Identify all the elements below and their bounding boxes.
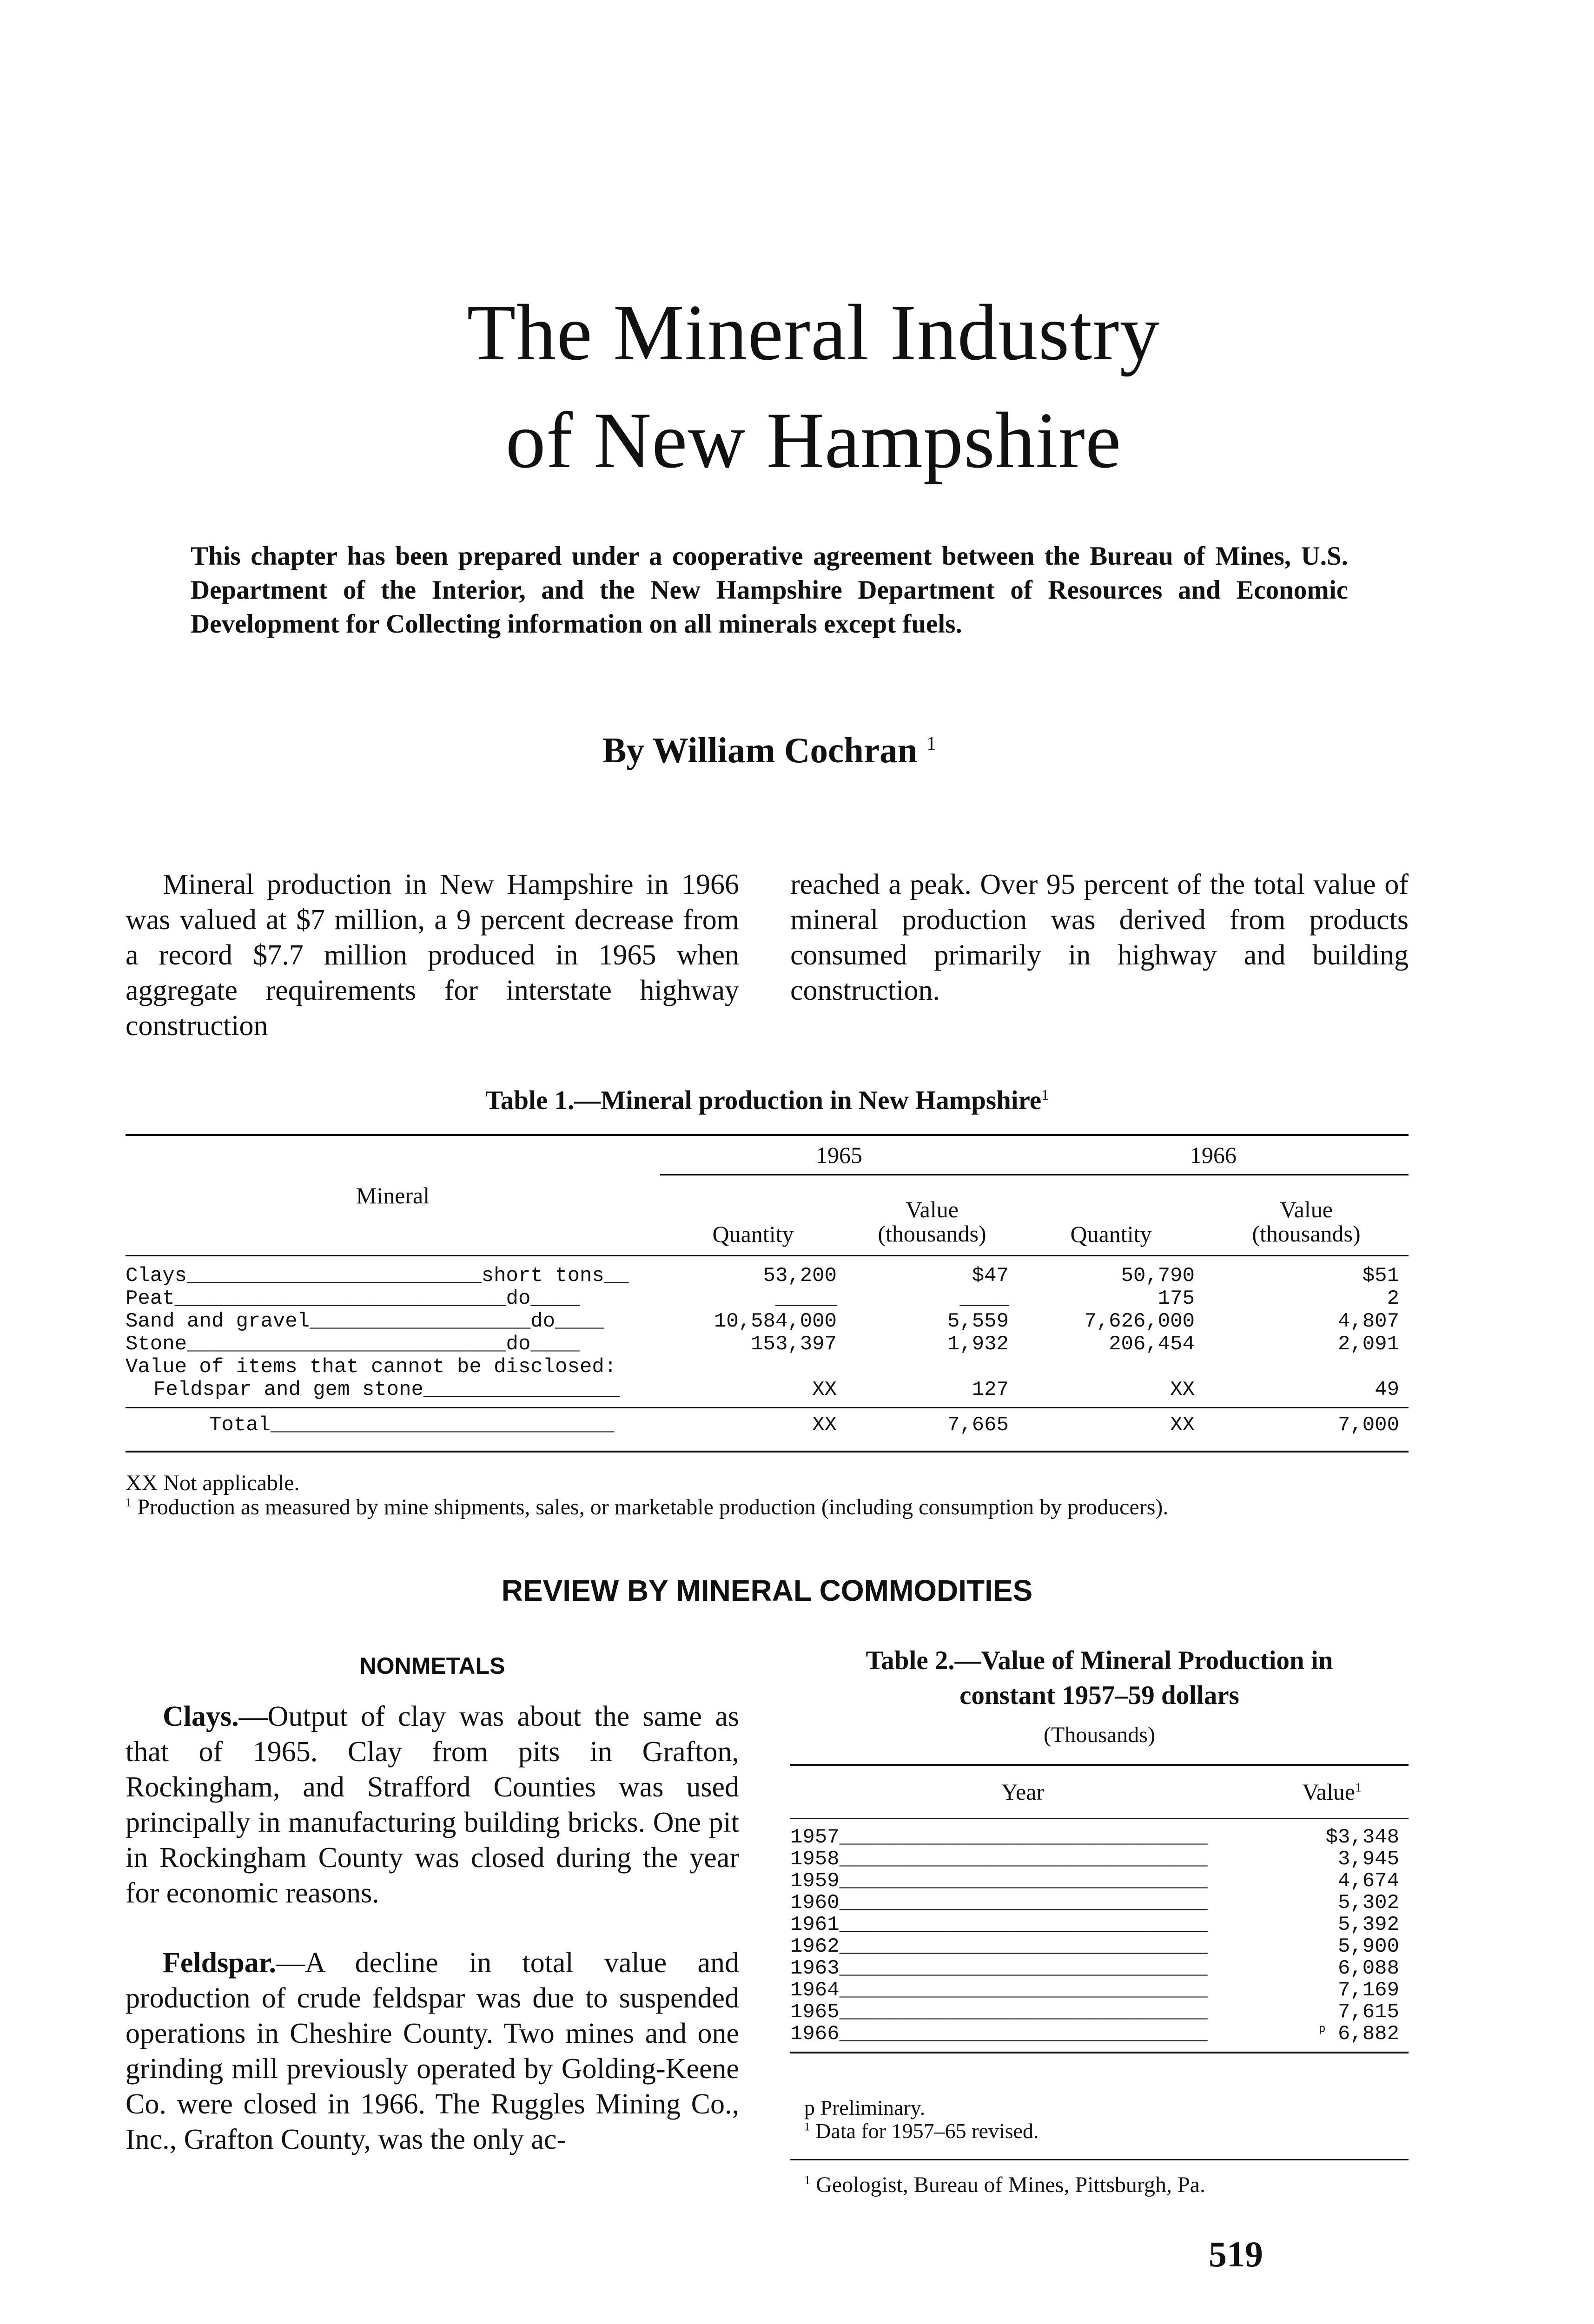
table1-year-1965: 1965 — [660, 1135, 1018, 1175]
table-row: 1959______________________________ 4,674 — [790, 1870, 1409, 1892]
cell: 5,302 — [1337, 1891, 1399, 1915]
byline — [191, 730, 1348, 771]
table1-qty-1965: Quantity — [660, 1175, 846, 1256]
cell: 127 — [972, 1378, 1009, 1401]
table2-col-year: Year — [790, 1765, 1255, 1819]
table1-value-1965 — [846, 1175, 1018, 1256]
author-footnote-text: Geologist, Bureau of Mines, Pittsburgh, Pa. — [816, 2172, 1205, 2197]
row-label: Peat___________________________do____ — [126, 1287, 580, 1310]
cell: 7,615 — [1337, 2000, 1399, 2024]
byline-text: By William Cochran — [602, 730, 918, 770]
cell: 175 — [1157, 1287, 1195, 1310]
table-row: 1963______________________________ 6,088 — [790, 1958, 1409, 1980]
author-footnote-mark: 1 — [804, 2173, 811, 2187]
undisclosed-label: Value of items that cannot be disclosed: — [126, 1355, 617, 1379]
cell: $51 — [1362, 1264, 1399, 1287]
table2-note-1-text: Data for 1957–65 revised. — [815, 2119, 1039, 2143]
table1-value-1966 — [1204, 1175, 1409, 1256]
table1-title-text: Table 1.—Mineral production in New Hampshire — [485, 1086, 1042, 1115]
row-label: Sand and gravel__________________do____ — [126, 1310, 604, 1333]
table-row — [126, 1333, 1409, 1356]
table1-col-mineral: Mineral — [126, 1135, 660, 1256]
table1-qty-1966: Quantity — [1018, 1175, 1204, 1256]
cell: _____ — [775, 1287, 837, 1310]
intro-paragraph: This chapter has been prepared under a cooperative agreement between the Bureau of Mines, U.S. Department of the Interior, and the New Hampshire Department of Resources and Economic Development for Collecting information on all minerals except fuels. — [191, 541, 1348, 639]
clays-heading: Clays. — [163, 1701, 239, 1732]
table1-value-1966-l1: Value — [1280, 1196, 1333, 1222]
opening-right: reached a peak. Over 95 percent of the total value of mineral production was derived from products consumed primarily in highway and building construction. — [790, 869, 1409, 1006]
cell: 5,392 — [1337, 1913, 1399, 1936]
feldspar-heading: Feldspar. — [163, 1947, 277, 1979]
cell: 7,000 — [1204, 1408, 1409, 1452]
table-row: 1964______________________________ 7,169 — [790, 1980, 1409, 2001]
author-footnote — [790, 2173, 1422, 2197]
cell: 5,900 — [1337, 1935, 1399, 1958]
cell: 153,397 — [751, 1333, 837, 1356]
cell: 7,665 — [846, 1408, 1018, 1452]
cell: 10,584,000 — [714, 1310, 837, 1333]
opening-left: Mineral production in New Hampshire in 1966 was valued at $7 million, a 9 percent decrease from a record $7.7 million produced in 1965 when aggregate requirements for interstate highway construction — [126, 869, 739, 1042]
table-row: 1966______________________________ $^p$ 6,882 — [790, 2023, 1409, 2053]
byline-note: 1 — [926, 733, 936, 755]
table-total-row — [126, 1408, 1409, 1452]
cell: 2 — [1387, 1287, 1399, 1310]
table-row — [126, 1287, 1409, 1310]
row-label: Total____________________________ — [126, 1408, 660, 1452]
table1-footnotes — [126, 1471, 1409, 1519]
table-row — [126, 1379, 1409, 1408]
cell: XX — [1170, 1378, 1195, 1401]
row-label: Clays________________________short tons__ — [126, 1264, 629, 1287]
page-number: 519 — [1209, 2234, 1263, 2274]
table2-col-value: Value$^1$ — [1255, 1765, 1409, 1819]
footnote-divider — [790, 2159, 1409, 2160]
footnote-1: $^1$ Production as measured by mine shipments, sales, or marketable production (including consumption by producers). — [126, 1495, 1169, 1519]
table-row: 1961______________________________ 5,392 — [790, 1914, 1409, 1936]
clays-text: —Output of clay was about the same as that of 1965. Clay from pits in Grafton, Rockingham, and Strafford Counties was used principally in manufacturing building bricks. One pit in Rockingham County was closed during the year for economic reasons. — [126, 1701, 739, 1909]
table-row: 1965______________________________ 7,615 — [790, 2001, 1409, 2023]
table1-value-1965-l2: (thousands) — [878, 1221, 986, 1247]
table1-title-note: 1 — [1041, 1087, 1049, 1103]
table2-title — [790, 1643, 1409, 1713]
cell: 4,674 — [1337, 1869, 1399, 1893]
feldspar-text: —A decline in total value and production of crude feldspar was due to suspended operations in Cheshire County. Two mines and one grinding mill previously operated by Golding-Keene Co. were closed in 1966. The Ruggles Mining Co., Inc., Grafton County, was the only ac- — [126, 1947, 739, 2155]
cell: $47 — [972, 1264, 1009, 1287]
page-title — [279, 279, 1348, 495]
table1-value-1966-l2: (thousands) — [1252, 1221, 1361, 1247]
row-label: Stone__________________________do____ — [126, 1333, 580, 1356]
section-heading: REVIEW BY MINERAL COMMODITIES — [501, 1574, 1033, 1607]
cell: 5,559 — [947, 1310, 1009, 1333]
cell: 53,200 — [763, 1264, 837, 1287]
row-label: Feldspar and gem stone________________ — [153, 1378, 620, 1401]
table-row: 1960______________________________ 5,302 — [790, 1892, 1409, 1914]
title-line-2: of New Hampshire — [505, 396, 1122, 485]
table-row: 1962______________________________ 5,900 — [790, 1936, 1409, 1958]
cell: 49 — [1375, 1378, 1399, 1401]
cell: 7,626,000 — [1084, 1310, 1195, 1333]
cell: ____ — [959, 1287, 1009, 1310]
table-row: 1957______________________________ $3,348 — [790, 1827, 1409, 1849]
table1-year-1966: 1966 — [1018, 1135, 1409, 1175]
table2 — [790, 1764, 1409, 2053]
table2-note-p: p Preliminary. — [804, 2096, 926, 2119]
cell: $3,348 — [1325, 1826, 1399, 1849]
table1 — [126, 1134, 1409, 1452]
table-row: 1958______________________________ 3,945 — [790, 1849, 1409, 1870]
table2-title-l2: constant 1957–59 dollars — [959, 1681, 1239, 1710]
cell: XX — [660, 1408, 846, 1452]
footnote-1-text: Production as measured by mine shipments, sales, or marketable production (including consumption by producers). — [137, 1495, 1169, 1519]
table-row — [126, 1310, 1409, 1333]
table1-title — [126, 1085, 1409, 1116]
cell: 3,945 — [1337, 1848, 1399, 1871]
footnote-xx: XX Not applicable. — [126, 1471, 300, 1495]
cell: $^p$ 6,882 — [1319, 2022, 1399, 2046]
cell: 7,169 — [1337, 1979, 1399, 2002]
table2-title-l1: Table 2.—Value of Mineral Production in — [866, 1646, 1333, 1675]
cell: 6,088 — [1337, 1957, 1399, 1980]
cell: 1,932 — [947, 1333, 1009, 1356]
table2-notes — [790, 2096, 1422, 2143]
table2-note-1: $^1$ Data for 1957–65 revised. — [804, 2119, 1039, 2143]
cell: 4,807 — [1337, 1310, 1399, 1333]
cell: 206,454 — [1109, 1333, 1195, 1356]
title-line-1: The Mineral Industry — [467, 289, 1160, 377]
cell: XX — [812, 1378, 837, 1401]
feldspar-paragraph — [126, 1945, 739, 2157]
clays-paragraph — [126, 1699, 739, 1911]
table-row — [126, 1265, 1409, 1287]
table1-value-1965-l1: Value — [906, 1196, 959, 1222]
cell: XX — [1018, 1408, 1204, 1452]
cell: 50,790 — [1121, 1264, 1195, 1287]
cell: 2,091 — [1337, 1333, 1399, 1356]
table2-subtitle: (Thousands) — [1044, 1723, 1155, 1747]
subsection-heading: NONMETALS — [359, 1653, 505, 1679]
table-row — [126, 1356, 1409, 1379]
